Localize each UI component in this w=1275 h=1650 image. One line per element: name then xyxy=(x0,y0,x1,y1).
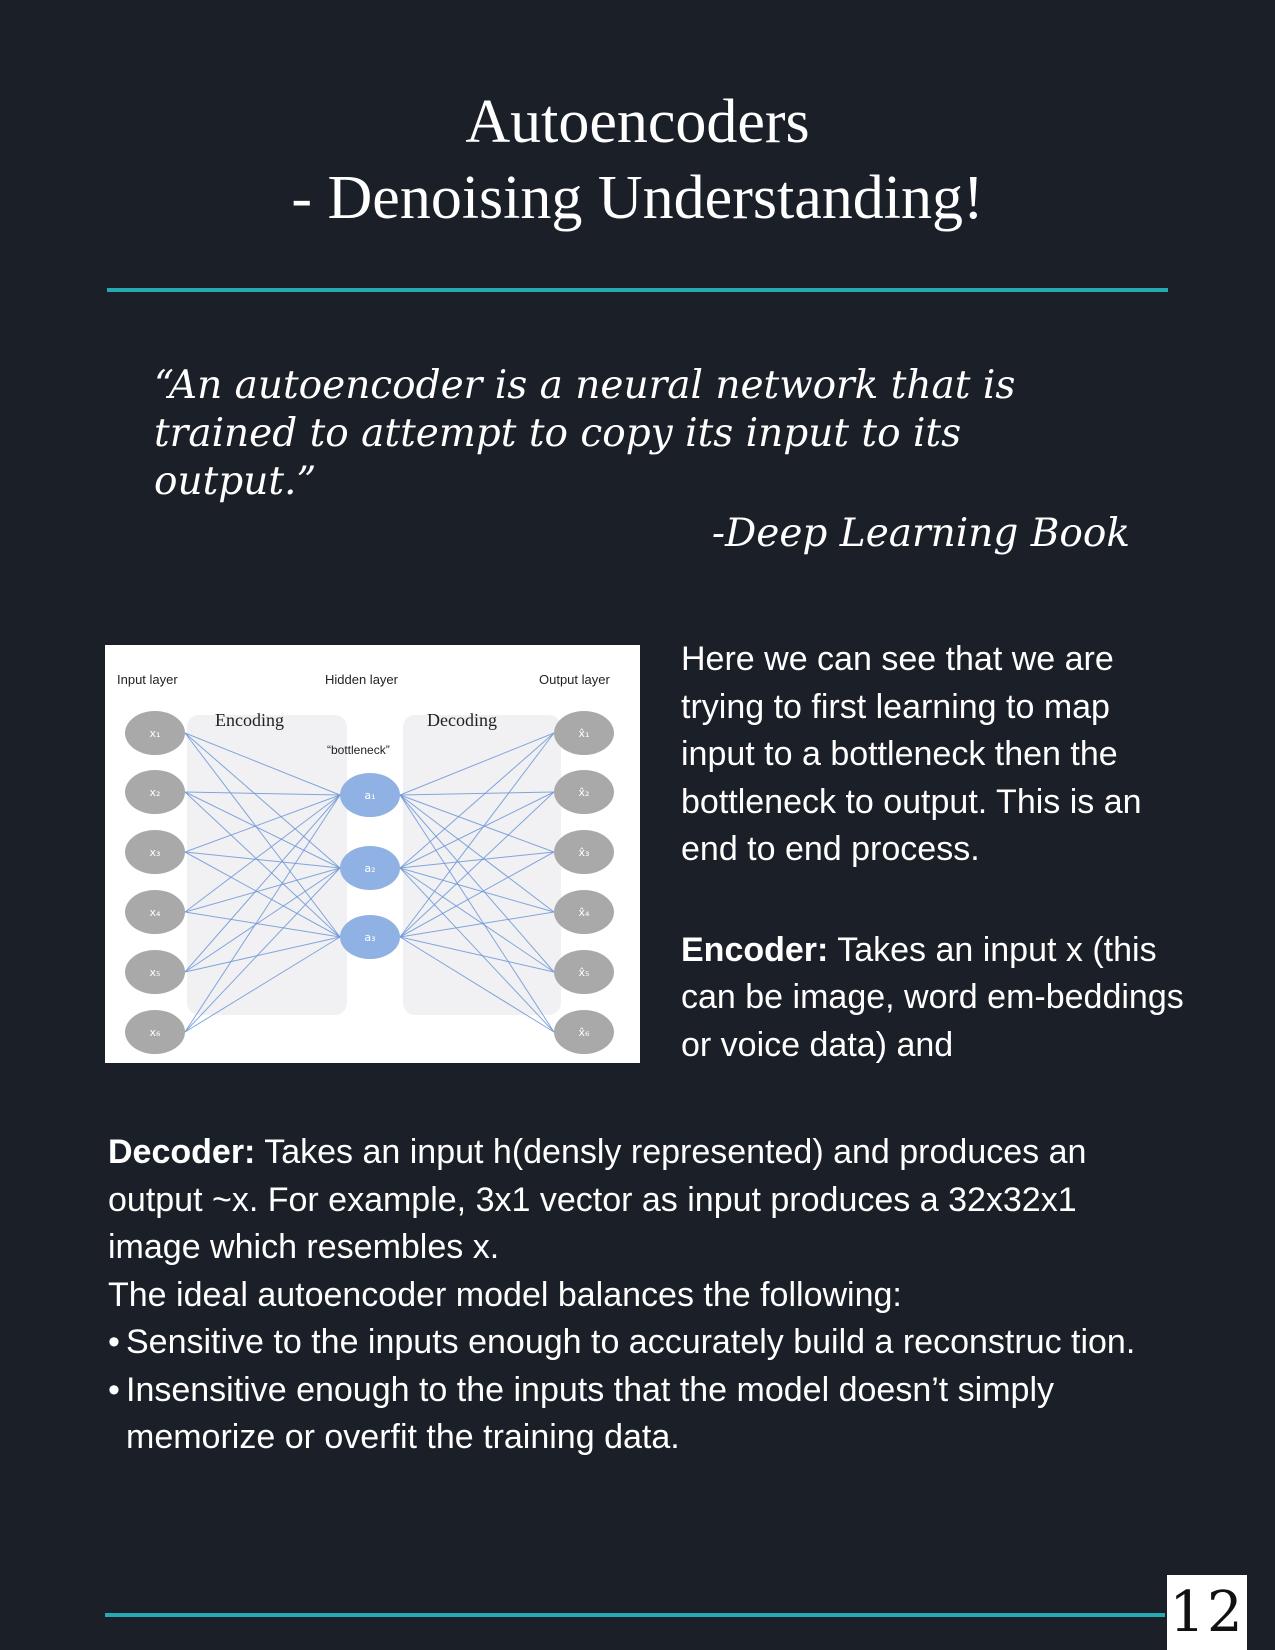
encoding-panel xyxy=(187,715,347,1015)
bottleneck-label: “bottleneck” xyxy=(327,743,390,757)
input-node xyxy=(125,890,185,934)
hidden-node-label: a₂ xyxy=(364,862,376,875)
output-layer-label: Output layer xyxy=(539,672,610,687)
output-node-label: x̂₆ xyxy=(578,1026,590,1039)
explanation-main xyxy=(108,1129,1148,1462)
output-node xyxy=(554,770,614,814)
output-node-label: x̂₅ xyxy=(578,966,590,979)
hidden-node-label: a₁ xyxy=(364,789,376,802)
quote-text: “An autoencoder is a neural network that is trained to attempt to copy its input to its output.” xyxy=(154,363,1016,504)
output-node-label: x̂₂ xyxy=(578,786,590,799)
decoder-text: Takes an input h(densly represented) and produces an output ~x. For example, 3x1 vector as input produces a 32x32x1 image which resembles x. xyxy=(108,1133,1087,1266)
output-node-label: x̂₃ xyxy=(578,846,590,859)
hidden-node xyxy=(340,915,400,959)
decoding-label: Decoding xyxy=(427,710,497,730)
output-node xyxy=(554,830,614,874)
hidden-node xyxy=(340,846,400,890)
hidden-node xyxy=(340,773,400,817)
bullet-text: Sensitive to the inputs enough to accurately build a reconstruc tion. xyxy=(126,1323,1136,1361)
decoder-paragraph xyxy=(108,1129,1148,1272)
encoding-label: Encoding xyxy=(215,710,284,730)
bullet-text: Insensitive enough to the inputs that the model doesn’t simply memorize or overfit the training data. xyxy=(126,1370,1055,1456)
bullet-dot: • xyxy=(108,1323,120,1361)
hidden-layer-label: Hidden layer xyxy=(325,672,398,687)
input-node-label: x₂ xyxy=(149,786,161,799)
autoencoder-diagram xyxy=(105,645,640,1063)
balance-intro: The ideal autoencoder model balances the following: xyxy=(108,1275,902,1314)
top-divider xyxy=(107,288,1168,292)
hidden-node-label: a₃ xyxy=(364,931,376,944)
input-node xyxy=(125,770,185,814)
quote-attribution: -Deep Learning Book xyxy=(711,511,1130,556)
page-title xyxy=(0,84,1275,236)
output-node xyxy=(554,890,614,934)
title-line-1: Autoencoders xyxy=(465,88,810,156)
input-node xyxy=(125,950,185,994)
bullet-item xyxy=(108,1319,1148,1367)
input-node xyxy=(125,711,185,755)
output-node xyxy=(554,950,614,994)
output-node-label: x̂₁ xyxy=(578,727,590,740)
input-node-label: x₆ xyxy=(149,1026,161,1039)
input-node-label: x₃ xyxy=(149,846,161,859)
input-node-label: x₅ xyxy=(149,966,161,979)
bullet-item xyxy=(108,1367,1148,1462)
output-node-label: x̂₄ xyxy=(578,906,590,919)
explanation-paragraph: Here we can see that we are trying to first learning to map input to a bottleneck then the bottleneck to output. This is an end to end process. xyxy=(681,640,1142,868)
input-node-label: x₄ xyxy=(149,906,161,919)
input-layer-label: Input layer xyxy=(117,672,178,687)
decoder-label: Decoder: xyxy=(108,1133,256,1171)
input-node xyxy=(125,1010,185,1054)
bullet-dot: • xyxy=(108,1370,120,1409)
input-node xyxy=(125,830,185,874)
output-node xyxy=(554,711,614,755)
explanation-side xyxy=(681,636,1191,1069)
page-number: 12 xyxy=(1167,1575,1247,1650)
output-node xyxy=(554,1010,614,1054)
encoder-label: Encoder: xyxy=(681,930,829,969)
bottom-divider xyxy=(105,1613,1165,1617)
title-line-2: - Denoising Understanding! xyxy=(291,164,984,232)
encoder-paragraph xyxy=(681,927,1191,1070)
encoder-text: Takes an input x (this can be image, word em-beddings or voice data) and xyxy=(681,930,1184,1064)
input-node-label: x₁ xyxy=(149,727,161,740)
